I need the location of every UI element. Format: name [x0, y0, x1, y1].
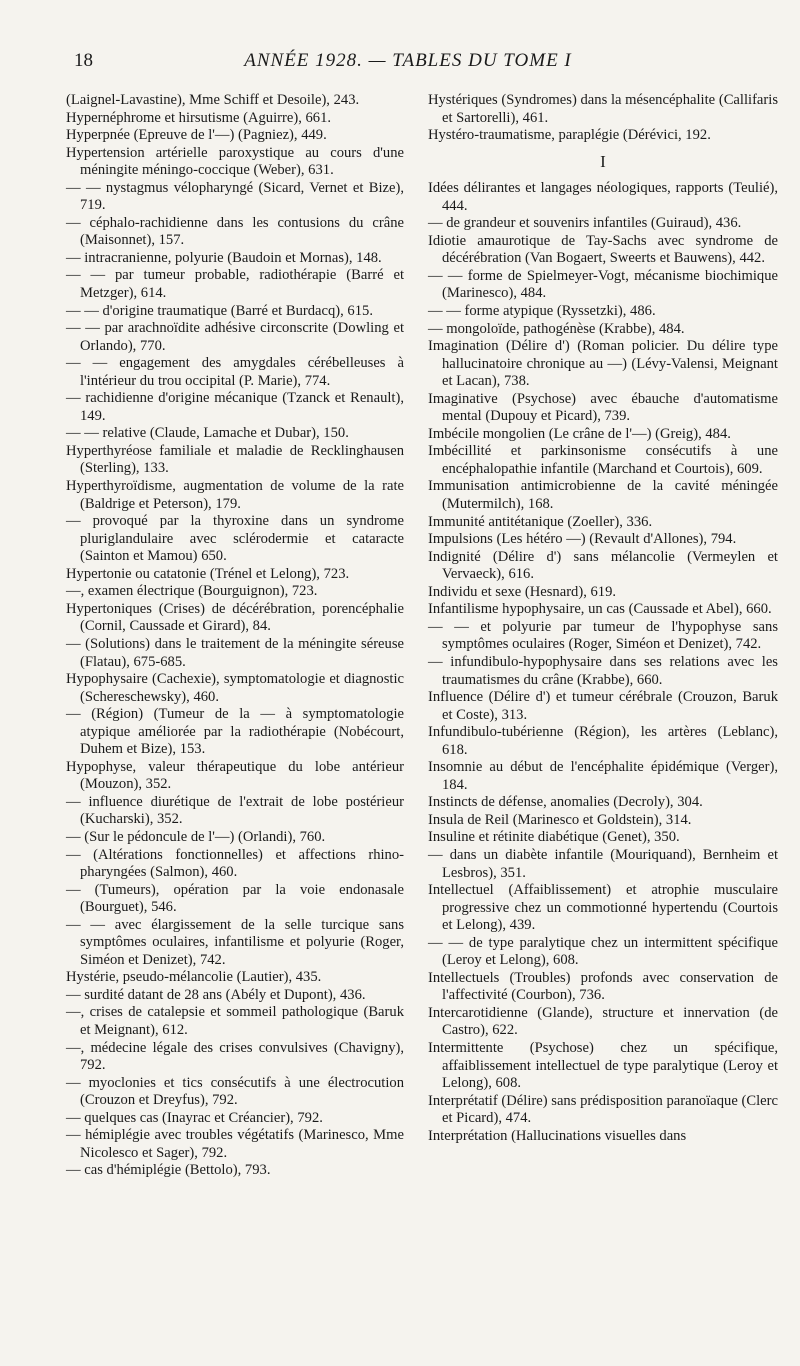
index-entry: Idiotie amaurotique de Tay-Sachs avec syndrome de décérébration (Van Bogaert, Sweerts et Bauwens), 442. — [428, 232, 778, 267]
index-entry: — — forme de Spielmeyer-Vogt, mécanisme biochimique (Marinesco), 484. — [428, 267, 778, 302]
index-entry: Hystérie, pseudo-mélancolie (Lautier), 435. — [66, 969, 322, 986]
index-entry: — — engagement des amygdales cérébelleuses à l'intérieur du trou occipital (P. Marie), 774. — [66, 355, 404, 389]
index-column-right — [428, 92, 778, 1145]
index-entry: — influence diurétique de l'extrait de lobe postérieur (Kucharski), 352. — [66, 793, 404, 828]
index-entry: Immunisation antimicrobienne de la cavité méningée (Mutermilch), 168. — [428, 478, 778, 513]
index-entry: Hystéro-traumatisme, paraplégie (Dérévici, 192. — [428, 127, 711, 144]
index-entry: — — par tumeur probable, radiothérapie (Barré et Metzger), 614. — [66, 267, 404, 302]
index-entry: Imaginative (Psychose) avec ébauche d'automatisme mental (Dupouy et Picard), 739. — [428, 390, 778, 425]
index-entry: — provoqué par la thyroxine dans un syndrome pluriglandulaire avec sclérodermie et cataracte (Sainton et Mamou) 650. — [66, 513, 404, 565]
index-entry: — — nystagmus vélopharyngé (Sicard, Vernet et Bize), 719. — [66, 179, 404, 214]
index-entry: Individu et sexe (Hesnard), 619. — [428, 583, 617, 600]
index-entry: — — relative (Claude, Lamache et Dubar), 150. — [66, 425, 349, 442]
index-entry: Hyperthyréose familiale et maladie de Recklinghausen (Sterling), 133. — [66, 442, 404, 477]
index-entry: Infantilisme hypophysaire, un cas (Caussade et Abel), 660. — [428, 601, 772, 618]
index-entry: — — forme atypique (Ryssetzki), 486. — [428, 303, 656, 320]
index-entry: Imbécile mongolien (Le crâne de l'—) (Greig), 484. — [428, 425, 731, 442]
index-entry: — — avec élargissement de la selle turcique sans symptômes oculaires, infantilisme et polyurie (Roger, Siméon et Denizet), 742. — [66, 916, 404, 968]
index-entry: — (Altérations fonctionnelles) et affections rhino-pharyngées (Salmon), 460. — [66, 846, 404, 881]
index-entry: — quelques cas (Inayrac et Créancier), 792. — [66, 1109, 323, 1126]
index-entry: — rachidienne d'origine mécanique (Tzanck et Renault), 149. — [66, 390, 404, 424]
index-entry: Intellectuel (Affaiblissement) et atrophie musculaire progressive chez un commotionné hypertendu (Courtois et Lelong), 439. — [428, 882, 778, 934]
index-entry: Hypophyse, valeur thérapeutique du lobe antérieur (Mouzon), 352. — [66, 758, 404, 793]
index-entry: Hypertension artérielle paroxystique au cours d'une méningite méningo-coccique (Weber), 631. — [66, 144, 404, 179]
index-entry: Hyperthyroïdisme, augmentation de volume de la rate (Baldrige et Peterson), 179. — [66, 478, 404, 512]
section-letter: I — [600, 151, 606, 171]
index-entry: Hypernéphrome et hirsutisme (Aguirre), 661. — [66, 109, 332, 126]
index-entry: Hystériques (Syndromes) dans la mésencéphalite (Callifaris et Sartorelli), 461. — [428, 92, 778, 126]
index-entry: — infundibulo-hypophysaire dans ses relations avec les traumatismes du crâne (Krabbe), 660. — [428, 653, 778, 688]
index-entry: Insomnie au début de l'encéphalite épidémique (Verger), 184. — [428, 759, 778, 793]
index-entry: Intellectuels (Troubles) profonds avec conservation de l'affectivité (Courbon), 736. — [428, 969, 778, 1004]
index-entry: Idées délirantes et langages néologiques, rapports (Teulié), 444. — [428, 180, 778, 214]
index-entry: Imagination (Délire d') (Roman policier. Du délire type hallucinatoire chronique au —) (Lévy-Valensi, Meignant et Lacan), 738. — [428, 338, 778, 390]
index-column-left — [66, 92, 404, 1180]
index-entry: — — par arachnoïdite adhésive circonscrite (Dowling et Orlando), 770. — [66, 320, 404, 354]
index-entry: — mongoloïde, pathogénèse (Krabbe), 484. — [428, 320, 685, 337]
index-entry: — — de type paralytique chez un intermittent spécifique (Leroy et Lelong), 608. — [428, 934, 778, 969]
index-entry: —, examen électrique (Bourguignon), 723. — [66, 583, 318, 600]
index-entry: —, crises de catalepsie et sommeil pathologique (Baruk et Meignant), 612. — [66, 1004, 404, 1038]
index-entry: — (Tumeurs), opération par la voie endonasale (Bourguet), 546. — [66, 881, 404, 916]
index-entry: Influence (Délire d') et tumeur cérébrale (Crouzon, Baruk et Coste), 313. — [428, 689, 778, 723]
index-entry: — (Solutions) dans le traitement de la méningite séreuse (Flatau), 675-685. — [66, 635, 404, 670]
index-entry: Imbécillité et parkinsonisme consécutifs à une encéphalopathie infantile (Marchand et Courtois), 609. — [428, 443, 778, 477]
index-entry: Immunité antitétanique (Zoeller), 336. — [428, 513, 653, 530]
index-entry: Infundibulo-tubérienne (Région), les artères (Leblanc), 618. — [428, 724, 778, 758]
index-entry: — — et polyurie par tumeur de l'hypophyse sans symptômes oculaires (Roger, Siméon et Denizet), 742. — [428, 618, 778, 653]
index-entry: — myoclonies et tics consécutifs à une électrocution (Crouzon et Dreyfus), 792. — [66, 1074, 404, 1109]
index-entry: — hémiplégie avec troubles végétatifs (Marinesco, Mme Nicolesco et Sager), 792. — [66, 1127, 404, 1161]
index-entry: —, médecine légale des crises convulsives (Chavigny), 792. — [66, 1039, 404, 1074]
index-entry: — intracranienne, polyurie (Baudoin et Mornas), 148. — [66, 249, 382, 266]
page-number: 18 — [74, 50, 93, 71]
index-entry: — dans un diabète infantile (Mouriquand), Bernheim et Lesbros), 351. — [428, 846, 778, 881]
index-entry: Intercarotidienne (Glande), structure et innervation (de Castro), 622. — [428, 1004, 778, 1039]
running-title: ANNÉE 1928. — TABLES DU TOME I — [244, 50, 572, 71]
index-entry: — surdité datant de 28 ans (Abély et Dupont), 436. — [66, 986, 366, 1003]
index-entry: Impulsions (Les hétéro —) (Revault d'Allones), 794. — [428, 531, 737, 548]
index-entry: — cas d'hémiplégie (Bettolo), 793. — [66, 1162, 271, 1179]
index-entry: Hypertoniques (Crises) de décérébration, porencéphalie (Cornil, Caussade et Girard), 84. — [66, 600, 404, 635]
index-entry: Indignité (Délire d') sans mélancolie (Vermeylen et Vervaeck), 616. — [428, 548, 778, 583]
index-entry: — céphalo-rachidienne dans les contusions du crâne (Maisonnet), 157. — [66, 214, 404, 249]
index-entry: Insula de Reil (Marinesco et Goldstein), 314. — [428, 811, 692, 828]
index-entry: Intermittente (Psychose) chez un spécifique, affaiblissement intellectuel de type paralytique (Leroy et Lelong), 608. — [428, 1039, 778, 1092]
index-entry: Insuline et rétinite diabétique (Genet), 350. — [428, 829, 680, 846]
index-entry: Interprétatif (Délire) sans prédisposition paranoïaque (Clerc et Picard), 474. — [428, 1092, 778, 1127]
index-entry: — de grandeur et souvenirs infantiles (Guiraud), 436. — [428, 215, 742, 232]
index-entry: — (Sur le pédoncule de l'—) (Orlandi), 760. — [66, 828, 326, 845]
index-entry: Hypophysaire (Cachexie), symptomatologie et diagnostic (Schereschewsky), 460. — [66, 671, 404, 705]
index-entry: — (Région) (Tumeur de la — à symptomatologie atypique améliorée par la radiothérapie (Nobécourt, Duhem et Bize), 153. — [66, 706, 404, 758]
index-entry: Interprétation (Hallucinations visuelles dans — [428, 1127, 687, 1144]
index-entry: — — d'origine traumatique (Barré et Burdacq), 615. — [66, 302, 373, 319]
index-entry: Hyperpnée (Epreuve de l'—) (Pagniez), 449. — [66, 127, 327, 144]
index-entry: Hypertonie ou catatonie (Trénel et Lelong), 723. — [66, 565, 350, 582]
page-header — [74, 50, 742, 76]
index-entry: Instincts de défense, anomalies (Decroly), 304. — [428, 794, 703, 811]
index-entry: (Laignel-Lavastine), Mme Schiff et Desoile), 243. — [66, 92, 360, 108]
